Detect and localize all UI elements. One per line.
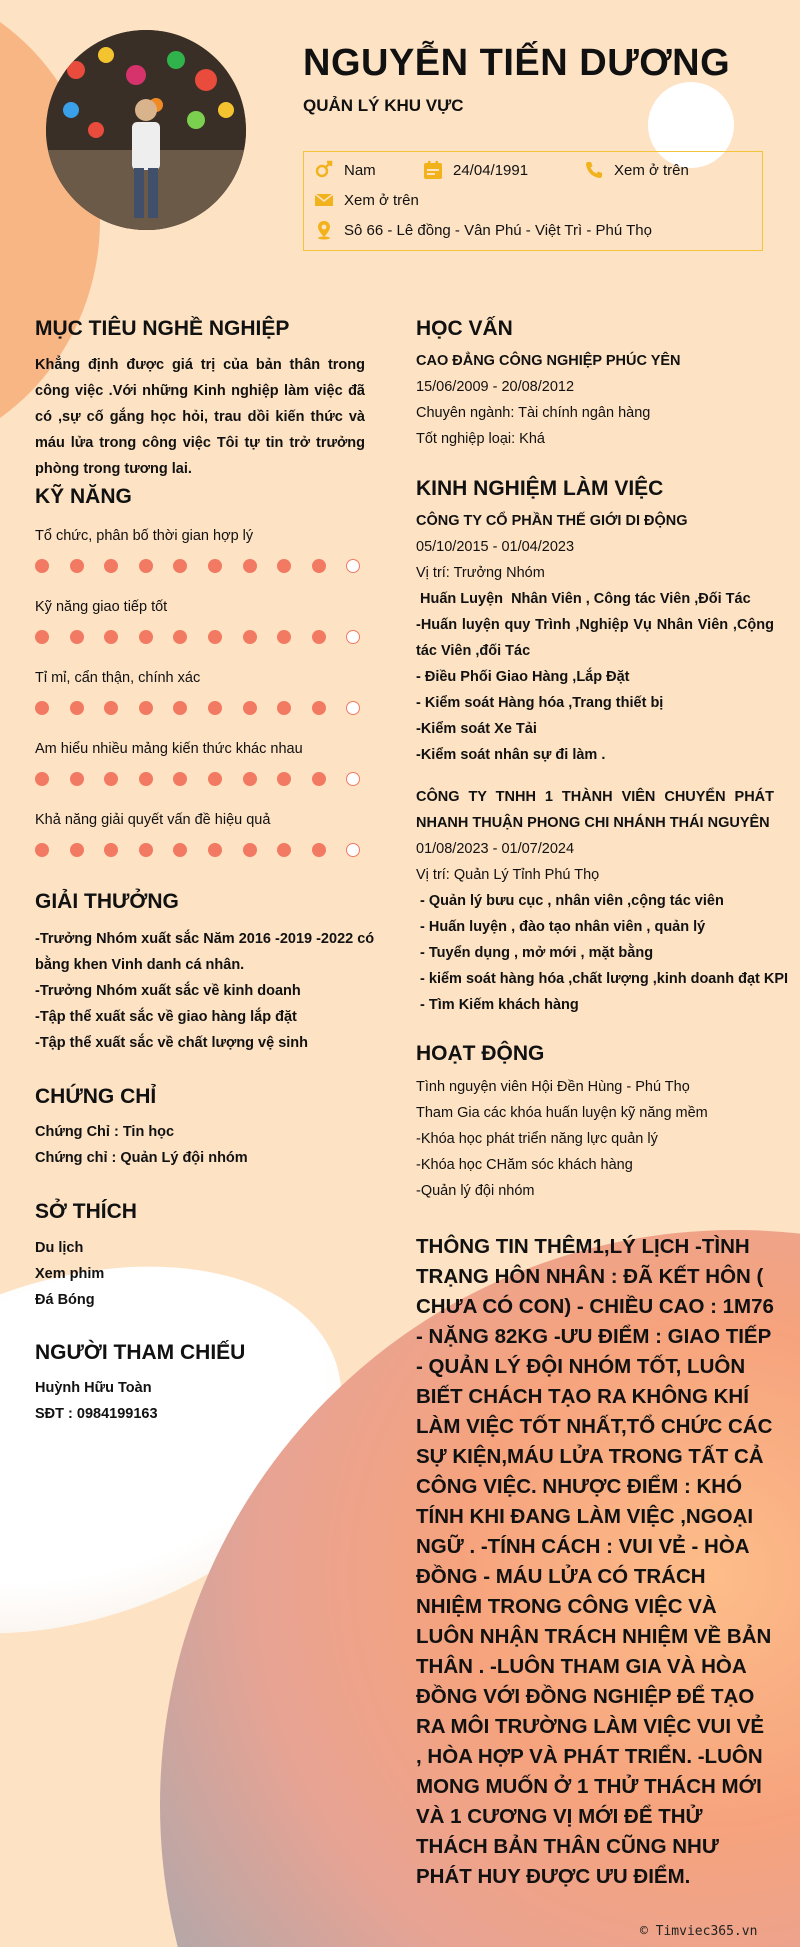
rating-dot-filled <box>35 559 49 573</box>
phone-row <box>584 160 689 180</box>
experience-job-2 <box>416 784 789 1018</box>
skill-label: Khả năng giải quyết vấn đề hiệu quả <box>35 812 271 828</box>
hobbies-heading: SỞ THÍCH <box>35 1200 137 1223</box>
career-goal-heading: MỤC TIÊU NGHỀ NGHIỆP <box>35 317 290 340</box>
candidate-name: NGUYỄN TIẾN DƯƠNG <box>303 42 731 84</box>
email-row <box>314 190 419 210</box>
awards-list <box>35 926 375 1056</box>
rating-dot-filled <box>139 701 153 715</box>
skill-rating <box>35 772 381 786</box>
job-duty: - Tuyển dụng , mở mới , mặt bằng <box>416 945 654 961</box>
activities-list <box>416 1074 708 1204</box>
rating-dot-filled <box>104 630 118 644</box>
skill-rating <box>35 843 381 857</box>
certificates-list <box>35 1119 248 1171</box>
job-company: CÔNG TY CỔ PHẦN THẾ GIỚI DI ĐỘNG <box>416 513 688 529</box>
rating-dot-filled <box>277 630 291 644</box>
rating-dot-filled <box>243 701 257 715</box>
skill-rating <box>35 701 381 715</box>
phone-icon <box>584 160 604 180</box>
activities-heading: HOẠT ĐỘNG <box>416 1042 545 1065</box>
skill-rating <box>35 559 381 573</box>
rating-dot-empty <box>346 630 360 644</box>
birthday-text: 24/04/1991 <box>453 161 529 179</box>
education-grade: Tốt nghiệp loại: Khá <box>416 431 545 447</box>
job-duty: - Điều Phối Giao Hàng ,Lắp Đặt <box>416 669 630 685</box>
award-item: -Trưởng Nhóm xuất sắc về kinh doanh <box>35 983 301 999</box>
calendar-icon <box>423 160 443 180</box>
skill-label: Tổ chức, phân bố thời gian hợp lý <box>35 528 254 544</box>
job-duty: -Kiểm soát Xe Tải <box>416 721 537 737</box>
rating-dot-filled <box>243 630 257 644</box>
award-item: -Tập thể xuất sắc về chất lượng vệ sinh <box>35 1035 309 1051</box>
job-duty: - kiểm soát hàng hóa ,chất lượng ,kinh doanh đạt KPI <box>416 971 789 987</box>
education-details <box>416 348 681 452</box>
job-title: QUẢN LÝ KHU VỰC <box>303 96 464 115</box>
rating-dot-filled <box>173 701 187 715</box>
job-period: 05/10/2015 - 01/04/2023 <box>416 539 575 555</box>
reference-heading: NGƯỜI THAM CHIẾU <box>35 1341 246 1364</box>
rating-dot-filled <box>173 772 187 786</box>
skill-label: Tỉ mỉ, cẩn thận, chính xác <box>35 670 201 686</box>
rating-dot-filled <box>70 559 84 573</box>
rating-dot-filled <box>208 559 222 573</box>
career-goal-text: Khẳng định được giá trị của bản thân trong công việc .Với những Kinh nghiệp làm việc đã có ,sự cố gắng học hỏi, trau dồi kiến thức và máu lửa trong công việc Tôi tự tin trở trưởng phòng trong tương lai. <box>35 357 365 477</box>
rating-dot-empty <box>346 559 360 573</box>
rating-dot-filled <box>70 843 84 857</box>
rating-dot-filled <box>139 772 153 786</box>
job-duty: - Tìm Kiếm khách hàng <box>416 997 579 1013</box>
rating-dot-filled <box>312 843 326 857</box>
activity-item: -Quản lý đội nhóm <box>416 1183 535 1199</box>
rating-dot-empty <box>346 701 360 715</box>
rating-dot-filled <box>35 701 49 715</box>
rating-dot-filled <box>139 843 153 857</box>
rating-dot-filled <box>70 772 84 786</box>
email-icon <box>314 190 334 210</box>
hobby-item: Du lịch <box>35 1240 84 1256</box>
rating-dot-filled <box>173 559 187 573</box>
rating-dot-filled <box>35 843 49 857</box>
reference-name: Huỳnh Hữu Toàn <box>35 1380 152 1396</box>
rating-dot-filled <box>104 701 118 715</box>
address-row <box>314 220 652 240</box>
rating-dot-empty <box>346 843 360 857</box>
email-text: Xem ở trên <box>344 191 419 209</box>
job-duty: - Kiểm soát Hàng hóa ,Trang thiết bị <box>416 695 664 711</box>
rating-dot-filled <box>173 843 187 857</box>
school-name: CAO ĐẲNG CÔNG NGHIỆP PHÚC YÊN <box>416 353 681 369</box>
footer-copyright: © Timviec365.vn <box>640 1924 758 1939</box>
experience-job-1 <box>416 508 774 768</box>
skill-label: Kỹ năng giao tiếp tốt <box>35 599 168 615</box>
rating-dot-filled <box>173 630 187 644</box>
rating-dot-filled <box>243 559 257 573</box>
job-duty: - Huấn luyện , đào tạo nhân viên , quản lý <box>416 919 706 935</box>
rating-dot-filled <box>208 772 222 786</box>
activity-item: Tham Gia các khóa huấn luyện kỹ năng mềm <box>416 1105 708 1121</box>
rating-dot-filled <box>277 701 291 715</box>
gender-text: Nam <box>344 161 376 179</box>
rating-dot-filled <box>70 630 84 644</box>
rating-dot-filled <box>208 701 222 715</box>
experience-heading: KINH NGHIỆM LÀM VIỆC <box>416 477 664 500</box>
hobby-item: Xem phim <box>35 1266 105 1282</box>
hobbies-list <box>35 1235 104 1313</box>
profile-photo <box>46 30 246 230</box>
rating-dot-filled <box>35 630 49 644</box>
rating-dot-filled <box>70 701 84 715</box>
rating-dot-filled <box>139 630 153 644</box>
skill-label: Am hiểu nhiều mảng kiến thức khác nhau <box>35 741 303 757</box>
rating-dot-filled <box>277 843 291 857</box>
job-duty: Huấn Luyện Nhân Viên , Công tác Viên ,Đối Tác <box>416 591 751 607</box>
job-position: Vị trí: Quản Lý Tỉnh Phú Thọ <box>416 867 600 883</box>
rating-dot-empty <box>346 772 360 786</box>
activity-item: -Khóa học phát triển năng lực quản lý <box>416 1131 658 1147</box>
award-item: -Trưởng Nhóm xuất sắc Năm 2016 -2019 -2022 có bằng khen Vinh danh cá nhân. <box>35 931 375 973</box>
hobby-item: Đá Bóng <box>35 1292 95 1308</box>
reference-list <box>35 1375 158 1427</box>
rating-dot-filled <box>104 772 118 786</box>
education-major: Chuyên ngành: Tài chính ngân hàng <box>416 405 651 421</box>
certificate-item: Chứng Chỉ : Tin học <box>35 1124 175 1140</box>
birthday-row <box>423 160 528 180</box>
rating-dot-filled <box>312 559 326 573</box>
certificate-item: Chứng chỉ : Quản Lý đội nhóm <box>35 1150 248 1166</box>
rating-dot-filled <box>208 843 222 857</box>
rating-dot-filled <box>139 559 153 573</box>
awards-heading: GIẢI THƯỞNG <box>35 890 179 913</box>
phone-text: Xem ở trên <box>614 161 689 179</box>
certificates-heading: CHỨNG CHỈ <box>35 1085 157 1108</box>
skills-heading: KỸ NĂNG <box>35 485 132 508</box>
skill-rating <box>35 630 381 644</box>
location-pin-icon <box>314 220 334 240</box>
additional-info: THÔNG TIN THÊM1,LÝ LỊCH -TÌNH TRẠNG HÔN NHÂN : ĐÃ KẾT HÔN ( CHƯA CÓ CON) - CHIỀU CAO : 1M76 - NẶNG 82KG -ƯU ĐIỂM : GIAO TIẾP - QUẢN LÝ ĐỘI NHÓM TỐT, LUÔN BIẾT CHÁCH TẠO RA KHÔNG KHÍ LÀM VIỆC TỐT NHẤT,TỔ CHỨC CÁC SỰ KIỆN,MÁU LỬA TRONG TẤT CẢ CÔNG VIỆC. NHƯỢC ĐIỂM : KHÓ TÍNH KHI ĐANG LÀM VIỆC ,NGOẠI NGỮ . -TÍNH CÁCH : VUI VẺ - HÒA ĐỒNG - MÁU LỬA CÓ TRÁCH NHIỆM TRONG CÔNG VIỆC VÀ LUÔN NHẬN TRÁCH NHIỆM VỀ BẢN THÂN . -LUÔN THAM GIA VÀ HÒA ĐỒNG VỚI ĐỒNG NGHIỆP ĐỂ TẠO RA MÔI TRƯỜNG LÀM VIỆC VUI VẺ , HÒA HỢP VÀ PHÁT TRIỂN. -LUÔN MONG MUỐN Ở 1 THỬ THÁCH MỚI VÀ 1 CƯƠNG VỊ MỚI ĐỂ THỬ THÁCH BẢN THÂN CŨNG NHƯ PHÁT HUY ĐƯỢC ƯU ĐIỂM. <box>416 1235 774 1888</box>
job-duty: - Quản lý bưu cục , nhân viên ,cộng tác viên <box>416 893 724 909</box>
award-item: -Tập thể xuất sắc về giao hàng lắp đặt <box>35 1009 297 1025</box>
activity-item: -Khóa học CHăm sóc khách hàng <box>416 1157 633 1173</box>
job-duty: -Kiểm soát nhân sự đi làm . <box>416 747 606 763</box>
education-heading: HỌC VẤN <box>416 317 513 340</box>
rating-dot-filled <box>312 630 326 644</box>
job-position: Vị trí: Trưởng Nhóm <box>416 565 545 581</box>
activity-item: Tình nguyện viên Hội Đền Hùng - Phú Thọ <box>416 1079 690 1095</box>
gender-icon <box>314 160 334 180</box>
rating-dot-filled <box>243 843 257 857</box>
job-company: CÔNG TY TNHH 1 THÀNH VIÊN CHUYỂN PHÁT NHANH THUẬN PHONG CHI NHÁNH THÁI NGUYÊN <box>416 789 774 831</box>
job-period: 01/08/2023 - 01/07/2024 <box>416 841 575 857</box>
rating-dot-filled <box>243 772 257 786</box>
rating-dot-filled <box>104 843 118 857</box>
reference-phone: SĐT : 0984199163 <box>35 1406 158 1422</box>
rating-dot-filled <box>312 772 326 786</box>
rating-dot-filled <box>312 701 326 715</box>
contact-info-box <box>303 151 763 251</box>
rating-dot-filled <box>35 772 49 786</box>
rating-dot-filled <box>277 559 291 573</box>
rating-dot-filled <box>277 772 291 786</box>
address-text: Sô 66 - Lê đồng - Vân Phú - Việt Trì - Phú Thọ <box>344 221 652 239</box>
job-duty: -Huấn luyện quy Trình ,Nghiệp Vụ Nhân Viên ,Cộng tác Viên ,đối Tác <box>416 617 774 659</box>
rating-dot-filled <box>104 559 118 573</box>
education-period: 15/06/2009 - 20/08/2012 <box>416 379 575 395</box>
rating-dot-filled <box>208 630 222 644</box>
gender-row <box>314 160 376 180</box>
